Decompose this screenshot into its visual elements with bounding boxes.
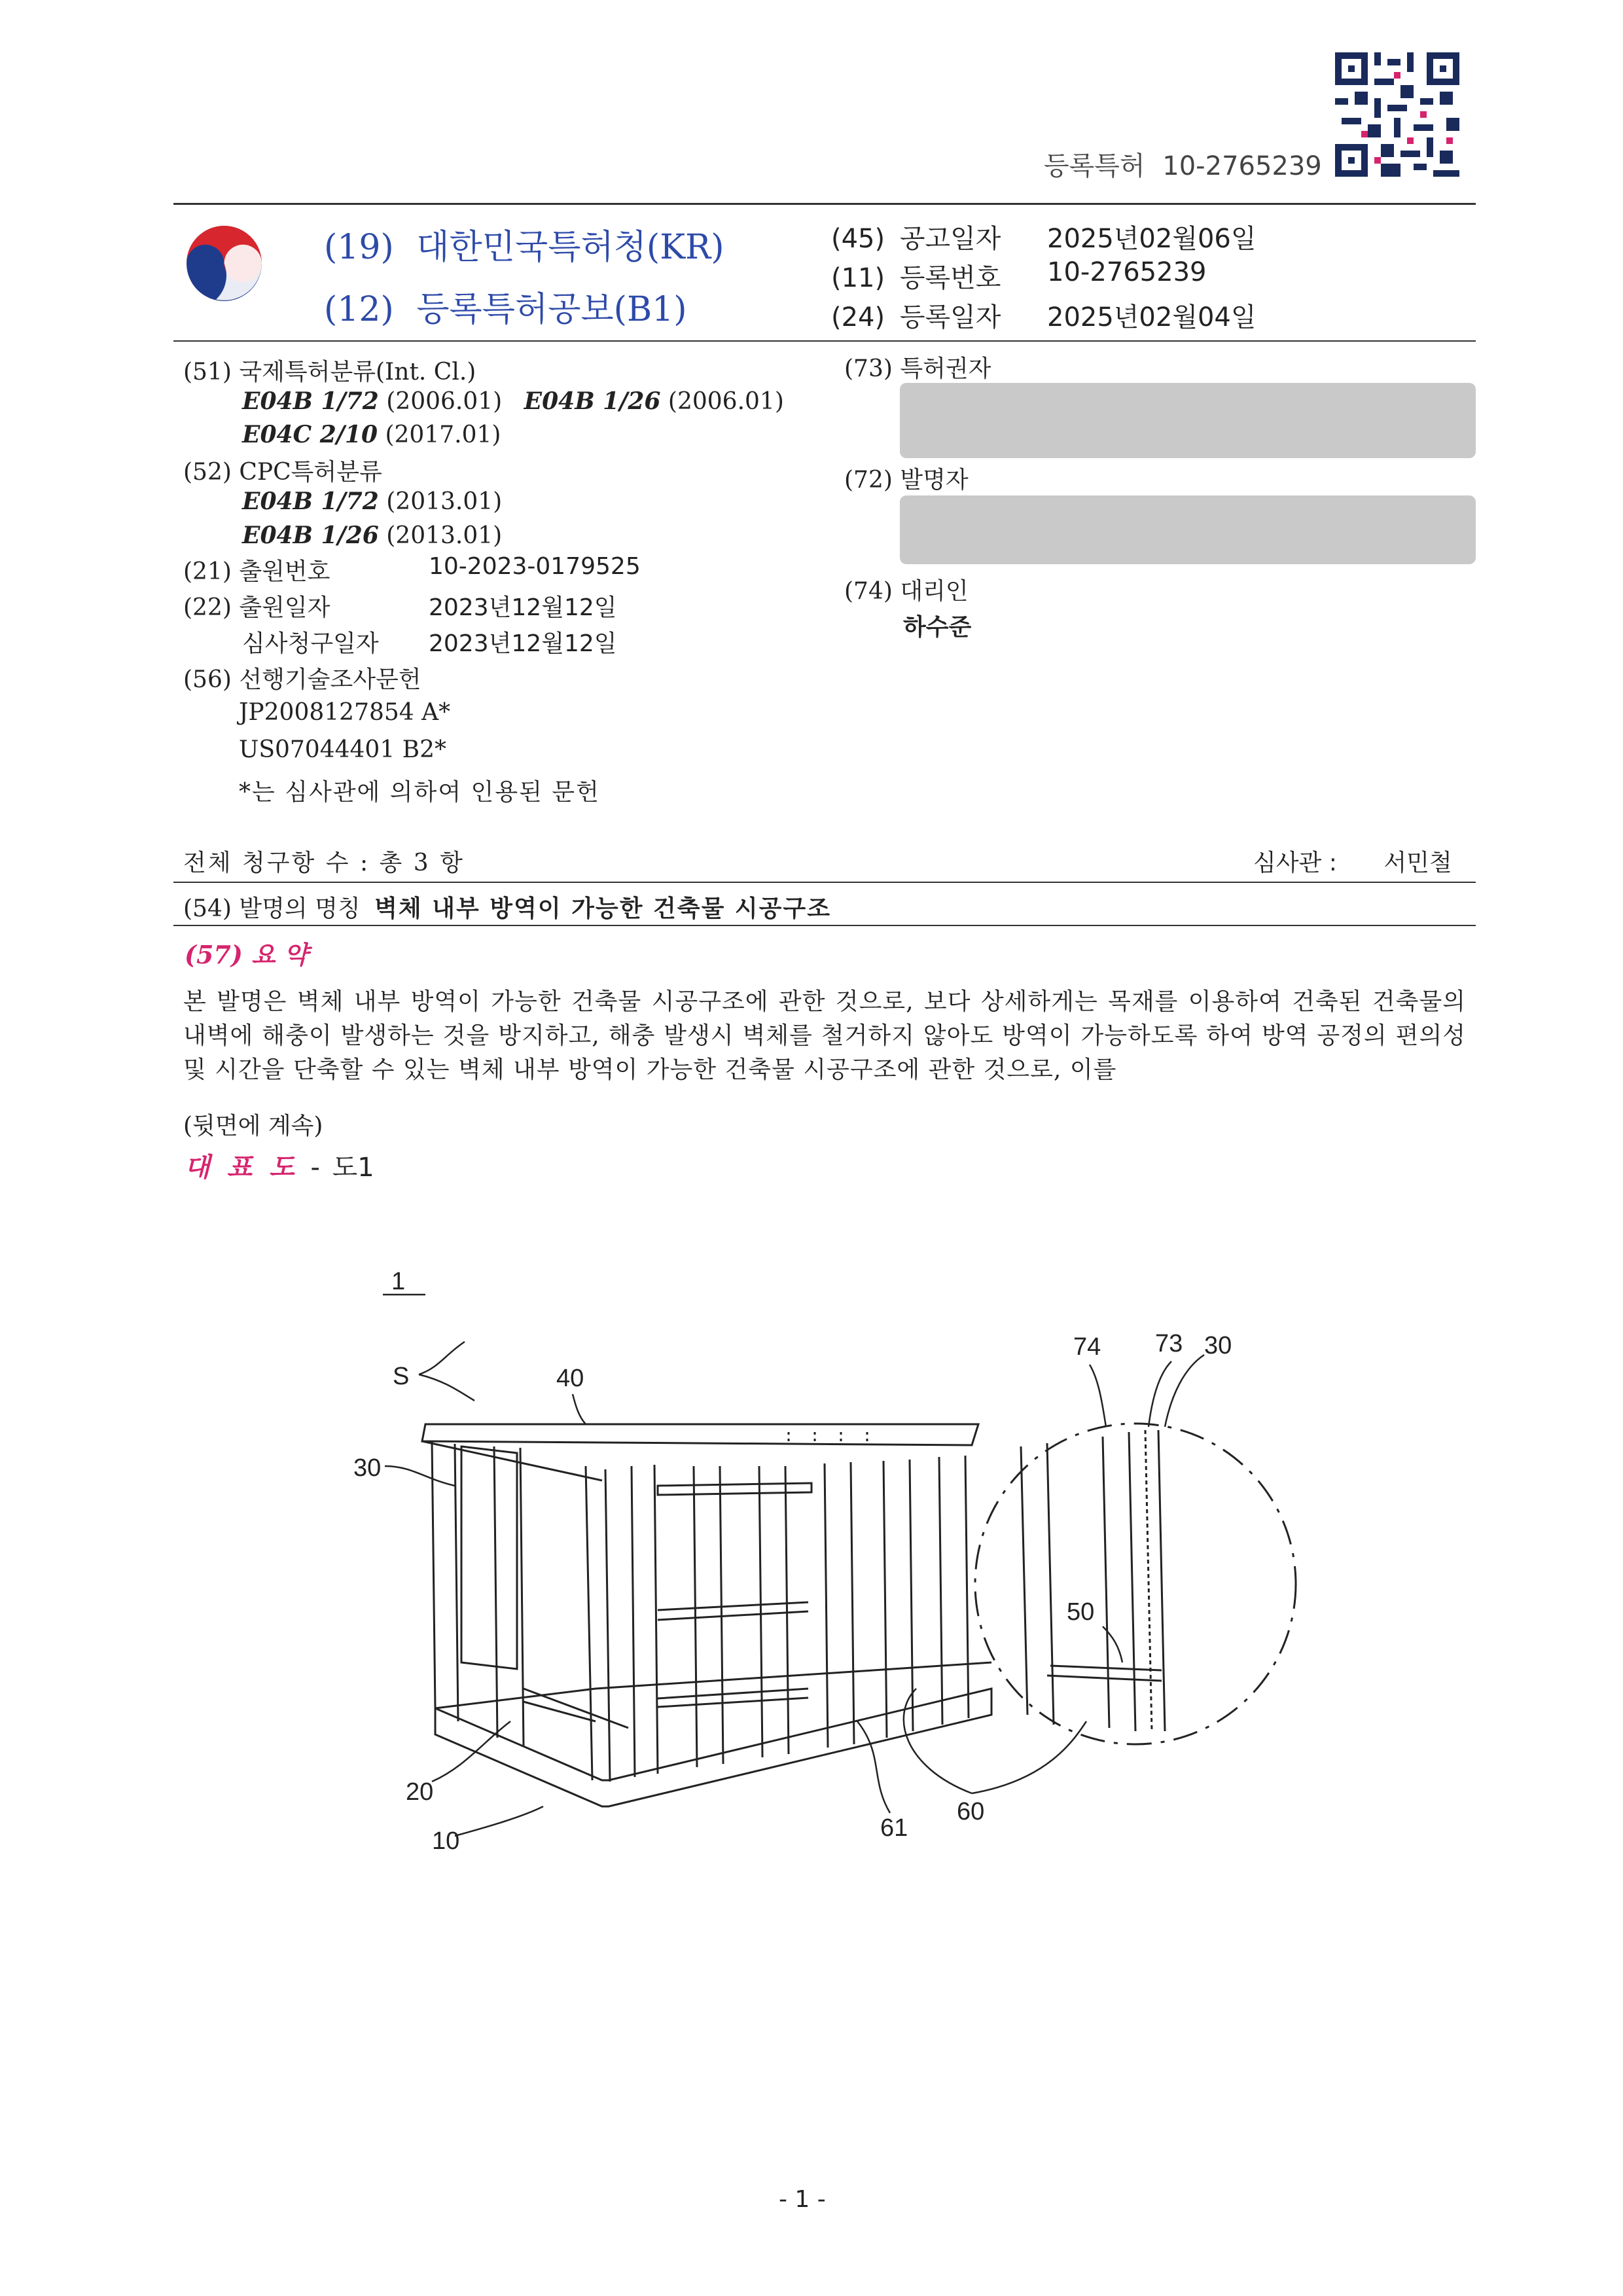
- fig-label-30-detail: 30: [1204, 1332, 1232, 1359]
- ipc-code: E04B 1/72: [242, 387, 379, 415]
- fig-label-s: S: [393, 1363, 410, 1390]
- abstract-heading: (57) 요 약: [185, 940, 308, 969]
- rep-figure-sep: -: [310, 1153, 320, 1183]
- ipc-code: E04B 1/26: [524, 387, 661, 415]
- fig-label-73: 73: [1155, 1330, 1183, 1357]
- pub-info-24: [831, 296, 1257, 334]
- code-19: (19): [324, 228, 394, 267]
- pub-code: (24): [831, 302, 885, 332]
- prior-art-1: JP2008127854 A*: [239, 699, 451, 726]
- field-73-label: (73) 특허권자: [844, 355, 991, 382]
- pub-label: 공고일자: [899, 224, 1001, 254]
- cpc-year: (2013.01): [386, 522, 503, 549]
- title-text: 벽체 내부 방역이 가능한 건축물 시공구조: [374, 895, 831, 922]
- examiner-name: 서민철: [1383, 850, 1452, 876]
- cpc-code: E04B 1/26: [242, 522, 379, 549]
- ipc-year: (2006.01): [386, 388, 503, 415]
- abstract-body: 본 발명은 벽체 내부 방역이 가능한 건축물 시공구조에 관한 것으로, 보다 상세하게는 목재를 이용하여 건축된 건축물의 내벽에 해충이 발생하는 것을 방지하고, 해충 발생시 벽체를 철거하지 않아도 방역이 가능하도록 하여 방역 공정의 편의성 및 시간을 단축할 수 있는 벽체 내부 방역이 가능한 건축물 시공구조에 관한 것으로, 이를: [183, 988, 1466, 1083]
- pub-value: 10-2765239: [1047, 257, 1207, 287]
- field-21-label: (21) 출원번호: [183, 558, 330, 585]
- ipc-line-1: [242, 387, 784, 415]
- field-74-label: (74) 대리인: [844, 578, 969, 605]
- cpc-code: E04B 1/72: [242, 488, 379, 515]
- pub-value: 2025년02월06일: [1047, 224, 1257, 254]
- header-reg-label: 등록특허: [1044, 151, 1145, 181]
- continued-note: (뒷면에 계속): [183, 1113, 323, 1139]
- code-12: (12): [324, 290, 394, 329]
- claims-count: 전체 청구항 수 : 총 3 항: [183, 850, 465, 876]
- patentee-redacted: [900, 383, 1476, 458]
- field-21-value: 10-2023-0179525: [429, 553, 641, 580]
- pub-info-11: [831, 257, 1207, 295]
- prior-art-2: US07044401 B2*: [239, 736, 447, 763]
- ipc-year: (2017.01): [385, 422, 501, 448]
- pub-label: 등록일자: [899, 302, 1001, 332]
- fig-label-61: 61: [880, 1814, 908, 1842]
- ipc-line-2: [242, 421, 501, 448]
- pub-code: (45): [831, 224, 885, 254]
- fig-label-30: 30: [353, 1454, 382, 1482]
- invention-title-line: [183, 890, 831, 924]
- header-reg-number: 10-2765239: [1162, 151, 1322, 181]
- fig-label-74: 74: [1073, 1333, 1101, 1361]
- title-rule: [173, 925, 1476, 926]
- fig-label-10: 10: [432, 1827, 460, 1855]
- claims-rule: [173, 882, 1476, 883]
- ipc-year: (2006.01): [668, 388, 784, 415]
- ipc-code: E04C 2/10: [242, 421, 378, 448]
- pub-value: 2025년02월04일: [1047, 302, 1257, 332]
- header-rule: [173, 340, 1476, 342]
- pub-type: 등록특허공보(B1): [416, 290, 687, 329]
- pub-code: (11): [831, 263, 885, 293]
- title-label: (54) 발명의 명칭: [183, 895, 361, 922]
- field-22-value: 2023년12월12일: [429, 594, 617, 621]
- field-56-label: (56) 선행기술조사문헌: [183, 666, 421, 693]
- page-number: - 1 -: [779, 2186, 826, 2213]
- qr-code: [1335, 52, 1459, 177]
- cpc-line-1: [242, 488, 502, 515]
- pubtype-line: [324, 281, 687, 331]
- examiner: [1253, 844, 1452, 878]
- rep-figure-line: [185, 1147, 374, 1184]
- fig-label-1: 1: [391, 1270, 406, 1295]
- cpc-line-2: [242, 522, 502, 549]
- cpc-year: (2013.01): [386, 488, 503, 515]
- fig-label-60: 60: [957, 1798, 985, 1825]
- rep-figure-value: 도1: [332, 1153, 374, 1183]
- field-22-label: (22) 출원일자: [183, 594, 330, 621]
- fig-label-50: 50: [1067, 1598, 1095, 1626]
- fig-label-40: 40: [556, 1365, 584, 1392]
- inventor-redacted: [900, 495, 1476, 564]
- examiner-label: 심사관 :: [1253, 850, 1337, 876]
- fig-label-20: 20: [406, 1778, 434, 1806]
- pub-info-45: [831, 218, 1257, 255]
- pub-label: 등록번호: [899, 263, 1001, 293]
- exam-request-label: 심사청구일자: [242, 630, 379, 657]
- office-line: [324, 219, 724, 268]
- field-72-label: (72) 발명자: [844, 467, 969, 493]
- field-51-label: (51) 국제특허분류(Int. Cl.): [183, 359, 476, 386]
- office-name: 대한민국특허청(KR): [416, 228, 724, 267]
- kipo-emblem-icon: [183, 223, 265, 304]
- representative-drawing: [327, 1270, 1348, 1878]
- exam-request-value: 2023년12월12일: [429, 630, 617, 657]
- prior-art-note: *는 심사관에 의하여 인용된 문헌: [239, 779, 600, 806]
- header-registration: [1044, 145, 1322, 183]
- rep-figure-label: 대 표 도: [185, 1152, 298, 1183]
- field-52-label: (52) CPC특허분류: [183, 459, 382, 486]
- agent-name: 하수준: [903, 614, 972, 641]
- top-rule: [173, 203, 1476, 205]
